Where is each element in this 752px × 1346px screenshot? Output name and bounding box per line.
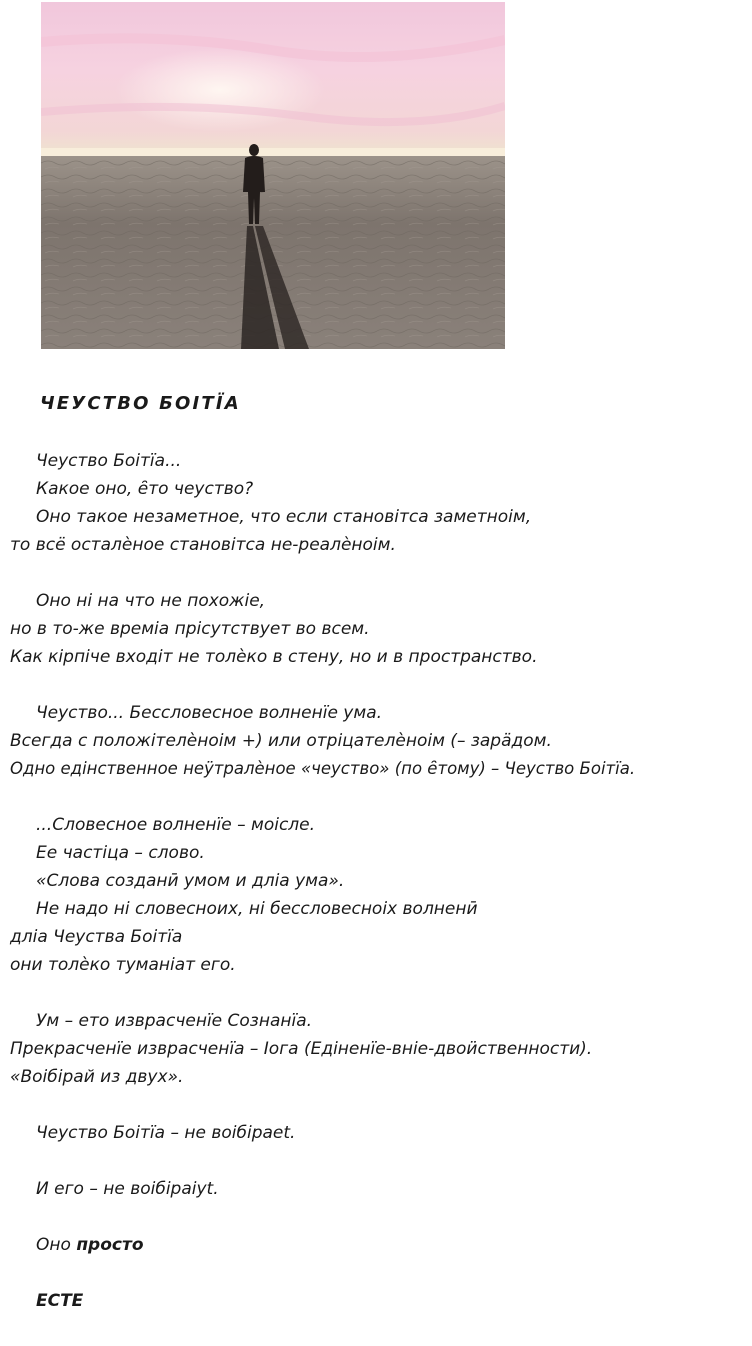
- text-line: Чеуство... Бессловесное волненїе ума.: [36, 703, 383, 723]
- text-line: Какое оно, ȇто чеуство?: [36, 479, 254, 499]
- text-line: Всегда с положітелѐноім +) или отріцателѐноім (– зарӓдом.: [10, 731, 552, 751]
- text-line: они толѐко туманіат его.: [10, 955, 236, 975]
- text-line: ...Словесное волненїе – моісле.: [36, 815, 316, 835]
- text-line: Прекрасченїе изврасченїа – Іога (Едіненїе-вніе-двоӥственности).: [10, 1039, 593, 1059]
- text-line: Одно едінственное неӱтралѐное «чеуство» (по ȇтому) – Чеуство Боітїа.: [10, 759, 636, 778]
- text-line: Чеуство Боітїа...: [36, 451, 182, 471]
- text-line: Оно ні на что не похожіе,: [36, 591, 266, 611]
- text-line: Как кірпіче входіт не толѐко в стену, но и в пространство.: [10, 647, 538, 667]
- text-line-start: Оно: [36, 1235, 77, 1255]
- text-line: Оно такое незаметное, что если становітса заметноім,: [36, 507, 532, 527]
- text-line: Ум – ето изврасченїе Сознанїа.: [36, 1011, 313, 1031]
- text-line: Ее частіца – слово.: [36, 843, 205, 863]
- illustration-image: [41, 2, 505, 349]
- final-word: ЕСТЕ: [36, 1291, 84, 1311]
- text-line: Не надо ні словесноих, ні бессловесноіх волненӣ: [36, 899, 478, 919]
- text-line: «Воібірай из двух».: [10, 1067, 184, 1087]
- text-line: И его – не воібіраіуt.: [36, 1179, 219, 1199]
- emphasis-word: просто: [76, 1235, 144, 1255]
- text-line: «Слова созданӣ умом и дліа ума».: [36, 871, 345, 891]
- text-line: дліа Чеуства Боітїа: [10, 927, 183, 947]
- text-line: Чеуство Боітїа – не воібіраеt.: [36, 1123, 296, 1143]
- text-line: то всё осталѐное становітса не-реалѐноім.: [10, 535, 396, 555]
- text-line: но в то-же времіа прісутствует во всем.: [10, 619, 370, 639]
- text-line: [36, 1233, 144, 1257]
- page-title: ЧЕУСТВО БОІТЇА: [40, 393, 241, 414]
